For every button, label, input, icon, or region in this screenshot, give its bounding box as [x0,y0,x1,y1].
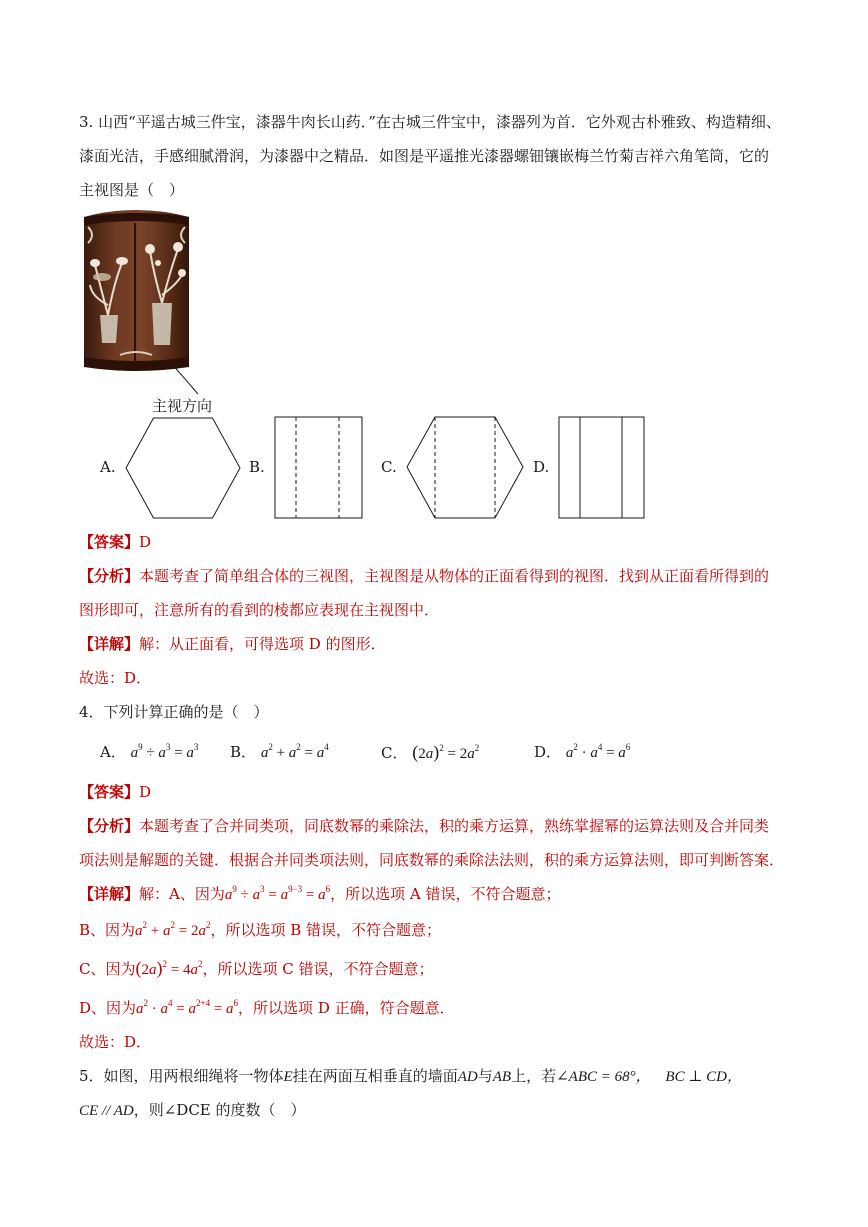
q5-bc-perp-cd: BC ⊥ CD， [665,1069,743,1085]
q3-detail-tag: 【详解】 [79,635,140,653]
q3-analysis-tag: 【分析】 [79,567,140,585]
option-a-hexagon [124,416,242,520]
brush-pot-image [80,205,193,373]
q4-detail-tag: 【详解】 [79,885,140,903]
q3-stem-line1: 3. 山西“平遥古城三件宝，漆器牛肉长山药．”在古城三件宝中，漆器列为首．它外观古朴雅致、构造精细、 [79,113,781,131]
q3-analysis-line1 [79,566,769,586]
option-d-label: D. [533,458,550,476]
option-b-rect-dashed [273,415,365,520]
q5-text-5: ，则∠DCE 的度数（ ） [133,1101,306,1119]
view-direction-label: 主视方向 [152,397,213,415]
q3-detail [79,634,386,654]
q4-option-c: C． $(2a)^2 = 2a^2$ [381,742,480,762]
q5-object-e: E [283,1069,293,1085]
q4-detail-c-post: ，所以选项 C 错误，不符合题意； [202,960,434,978]
q4-option-b-label: B． [230,743,257,761]
q4-detail-d-pre: D、因为 [79,999,137,1017]
q4-analysis-tag: 【分析】 [79,817,140,835]
q3-analysis-line2: 图形即可，注意所有的看到的棱都应表现在主视图中． [79,601,440,619]
q5-text-2: 挂在两面互相垂直的墙面 [292,1067,458,1085]
q5-text-4: 上，若 [511,1067,557,1085]
option-b-label: B. [249,458,265,476]
q4-option-c-label: C． [381,744,408,762]
q5-ce-parallel-ad: CE // AD [79,1103,134,1119]
q4-detail-c: C、因为$(2a)^2 = 4a^2$，所以选项 C 错误，不符合题意； [79,958,434,978]
q5-stem-line2 [79,1100,306,1121]
q4-answer [79,782,151,802]
q5-text-1: 5．如图，用两根细绳将一物体 [79,1067,284,1085]
q3-detail-text: 解：从正面看，可得选项 D 的图形． [139,635,386,653]
q5-text-3: 与 [477,1067,493,1085]
q3-answer [79,532,151,552]
q4-detail-a-pre: 解：A、因为 [139,885,225,903]
option-c-hexagon-lines [405,415,525,520]
q5-angle-abc: ∠ABC = 68°， [556,1069,651,1085]
q4-detail-b-pre: B、因为 [79,921,136,939]
option-d-rect-solid [557,415,647,520]
q3-stem-line2: 漆面光洁，手感细腻滑润，为漆器中之精品．如图是平遥推光漆器螺钿镶嵌梅兰竹菊吉祥六角笔筒，它的 [79,147,770,165]
q4-option-d-label: D． [534,743,562,761]
q3-answer-tag: 【答案】 [79,533,140,551]
q4-detail-b-post: ，所以选项 B 错误，不符合题意； [210,921,442,939]
option-c-label: C. [381,458,397,476]
q4-analysis-line1 [79,816,769,836]
q4-conclusion: 故选：D． [79,1033,152,1051]
q4-analysis-line2: 项法则是解题的关键．根据合并同类项法则，同底数幂的乘除法法则，积的乘方运算法则，即可判断答案． [79,851,785,869]
view-direction-pointer [170,362,210,398]
option-a-label: A. [100,458,116,476]
q4-detail-b: B、因为$a^2 + a^2 = 2a^2$，所以选项 B 错误，不符合题意； [79,920,442,939]
q3-analysis-text1: 本题考查了简单组合体的三视图，主视图是从物体的正面看得到的视图．找到从正面看所得到的 [139,567,770,585]
q4-option-a: A． $a^9 \div a^3 = a^3$ [100,742,199,761]
q4-detail-c-pre: C、因为 [79,960,136,978]
q5-stem-line1 [79,1066,742,1087]
q3-stem-line3: 主视图是（ ） [79,181,185,199]
q4-detail-d-post: ，所以选项 D 正确，符合题意． [238,999,455,1017]
q4-option-b: B． $a^2 + a^2 = a^4$ [230,742,329,761]
q4-option-d: D． $a^2 \cdot a^4 = a^6$ [534,742,631,761]
q4-detail-a-post: ，所以选项 A 错误，不符合题意； [330,885,561,903]
q3-answer-value: D [139,533,152,551]
q4-option-a-label: A． [100,743,126,761]
q4-detail-a: 【详解】解：A、因为$a^9 \div a^3 = a^{9-3} = a^6$，所以选项 A 错误，不符合题意； [79,884,561,903]
q5-wall-ad: AD [457,1069,478,1085]
q4-detail-d: D、因为$a^2 \cdot a^4 = a^{2+4} = a^6$，所以选项 D 正确，符合题意． [79,998,455,1017]
q5-wall-ab: AB [492,1069,512,1085]
q4-analysis-text1: 本题考查了合并同类项，同底数幂的乘除法，积的乘方运算，熟练掌握幂的运算法则及合并同类 [139,817,770,835]
q4-answer-tag: 【答案】 [79,783,140,801]
q4-stem: 4．下列计算正确的是（ ） [79,703,269,721]
q3-conclusion: 故选：D． [79,669,152,687]
q4-answer-value: D [139,783,152,801]
